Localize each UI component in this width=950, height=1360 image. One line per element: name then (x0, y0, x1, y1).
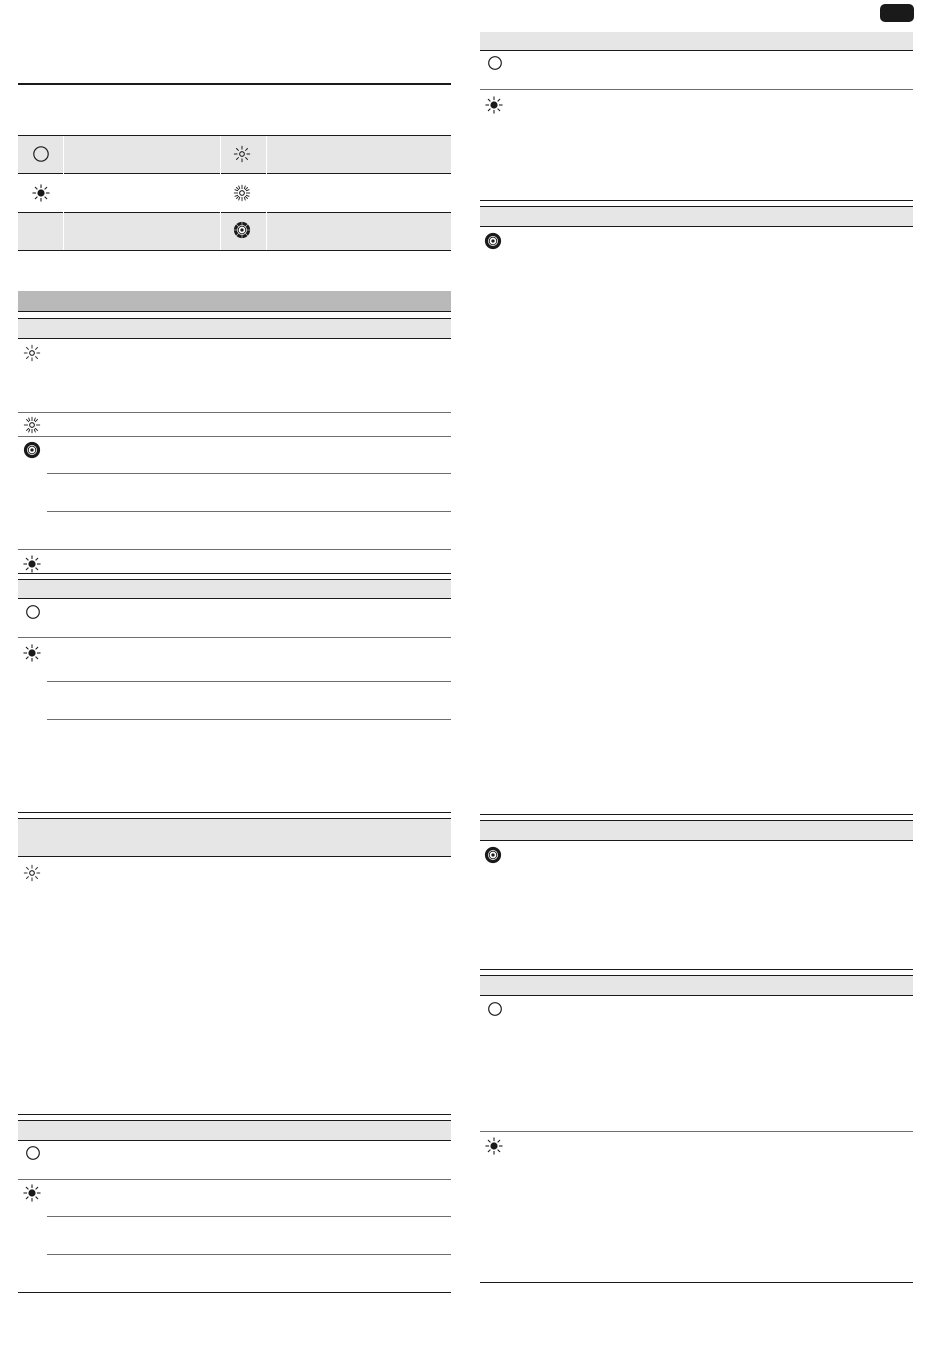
led-pulse-icon (484, 846, 502, 864)
led-off-icon (24, 1144, 42, 1162)
led-blink-icon (23, 864, 41, 882)
led-on-icon (485, 1137, 503, 1155)
led-off-icon (32, 145, 50, 163)
led-pulse-icon (233, 221, 251, 239)
led-off-icon (486, 1000, 504, 1018)
led-off-icon (24, 603, 42, 621)
led-on-icon (23, 1184, 41, 1202)
language-badge (880, 4, 914, 22)
led-pulse-icon (484, 232, 502, 250)
led-on-icon (23, 555, 41, 573)
led-fast-blink-icon (233, 184, 251, 202)
led-on-icon (23, 644, 41, 662)
led-blink-icon (233, 145, 251, 163)
section-rule (18, 83, 451, 85)
led-fast-blink-icon (23, 416, 41, 434)
led-on-icon (32, 184, 50, 202)
led-off-icon (486, 54, 504, 72)
led-blink-icon (23, 344, 41, 362)
led-on-icon (485, 96, 503, 114)
led-pulse-icon (23, 441, 41, 459)
